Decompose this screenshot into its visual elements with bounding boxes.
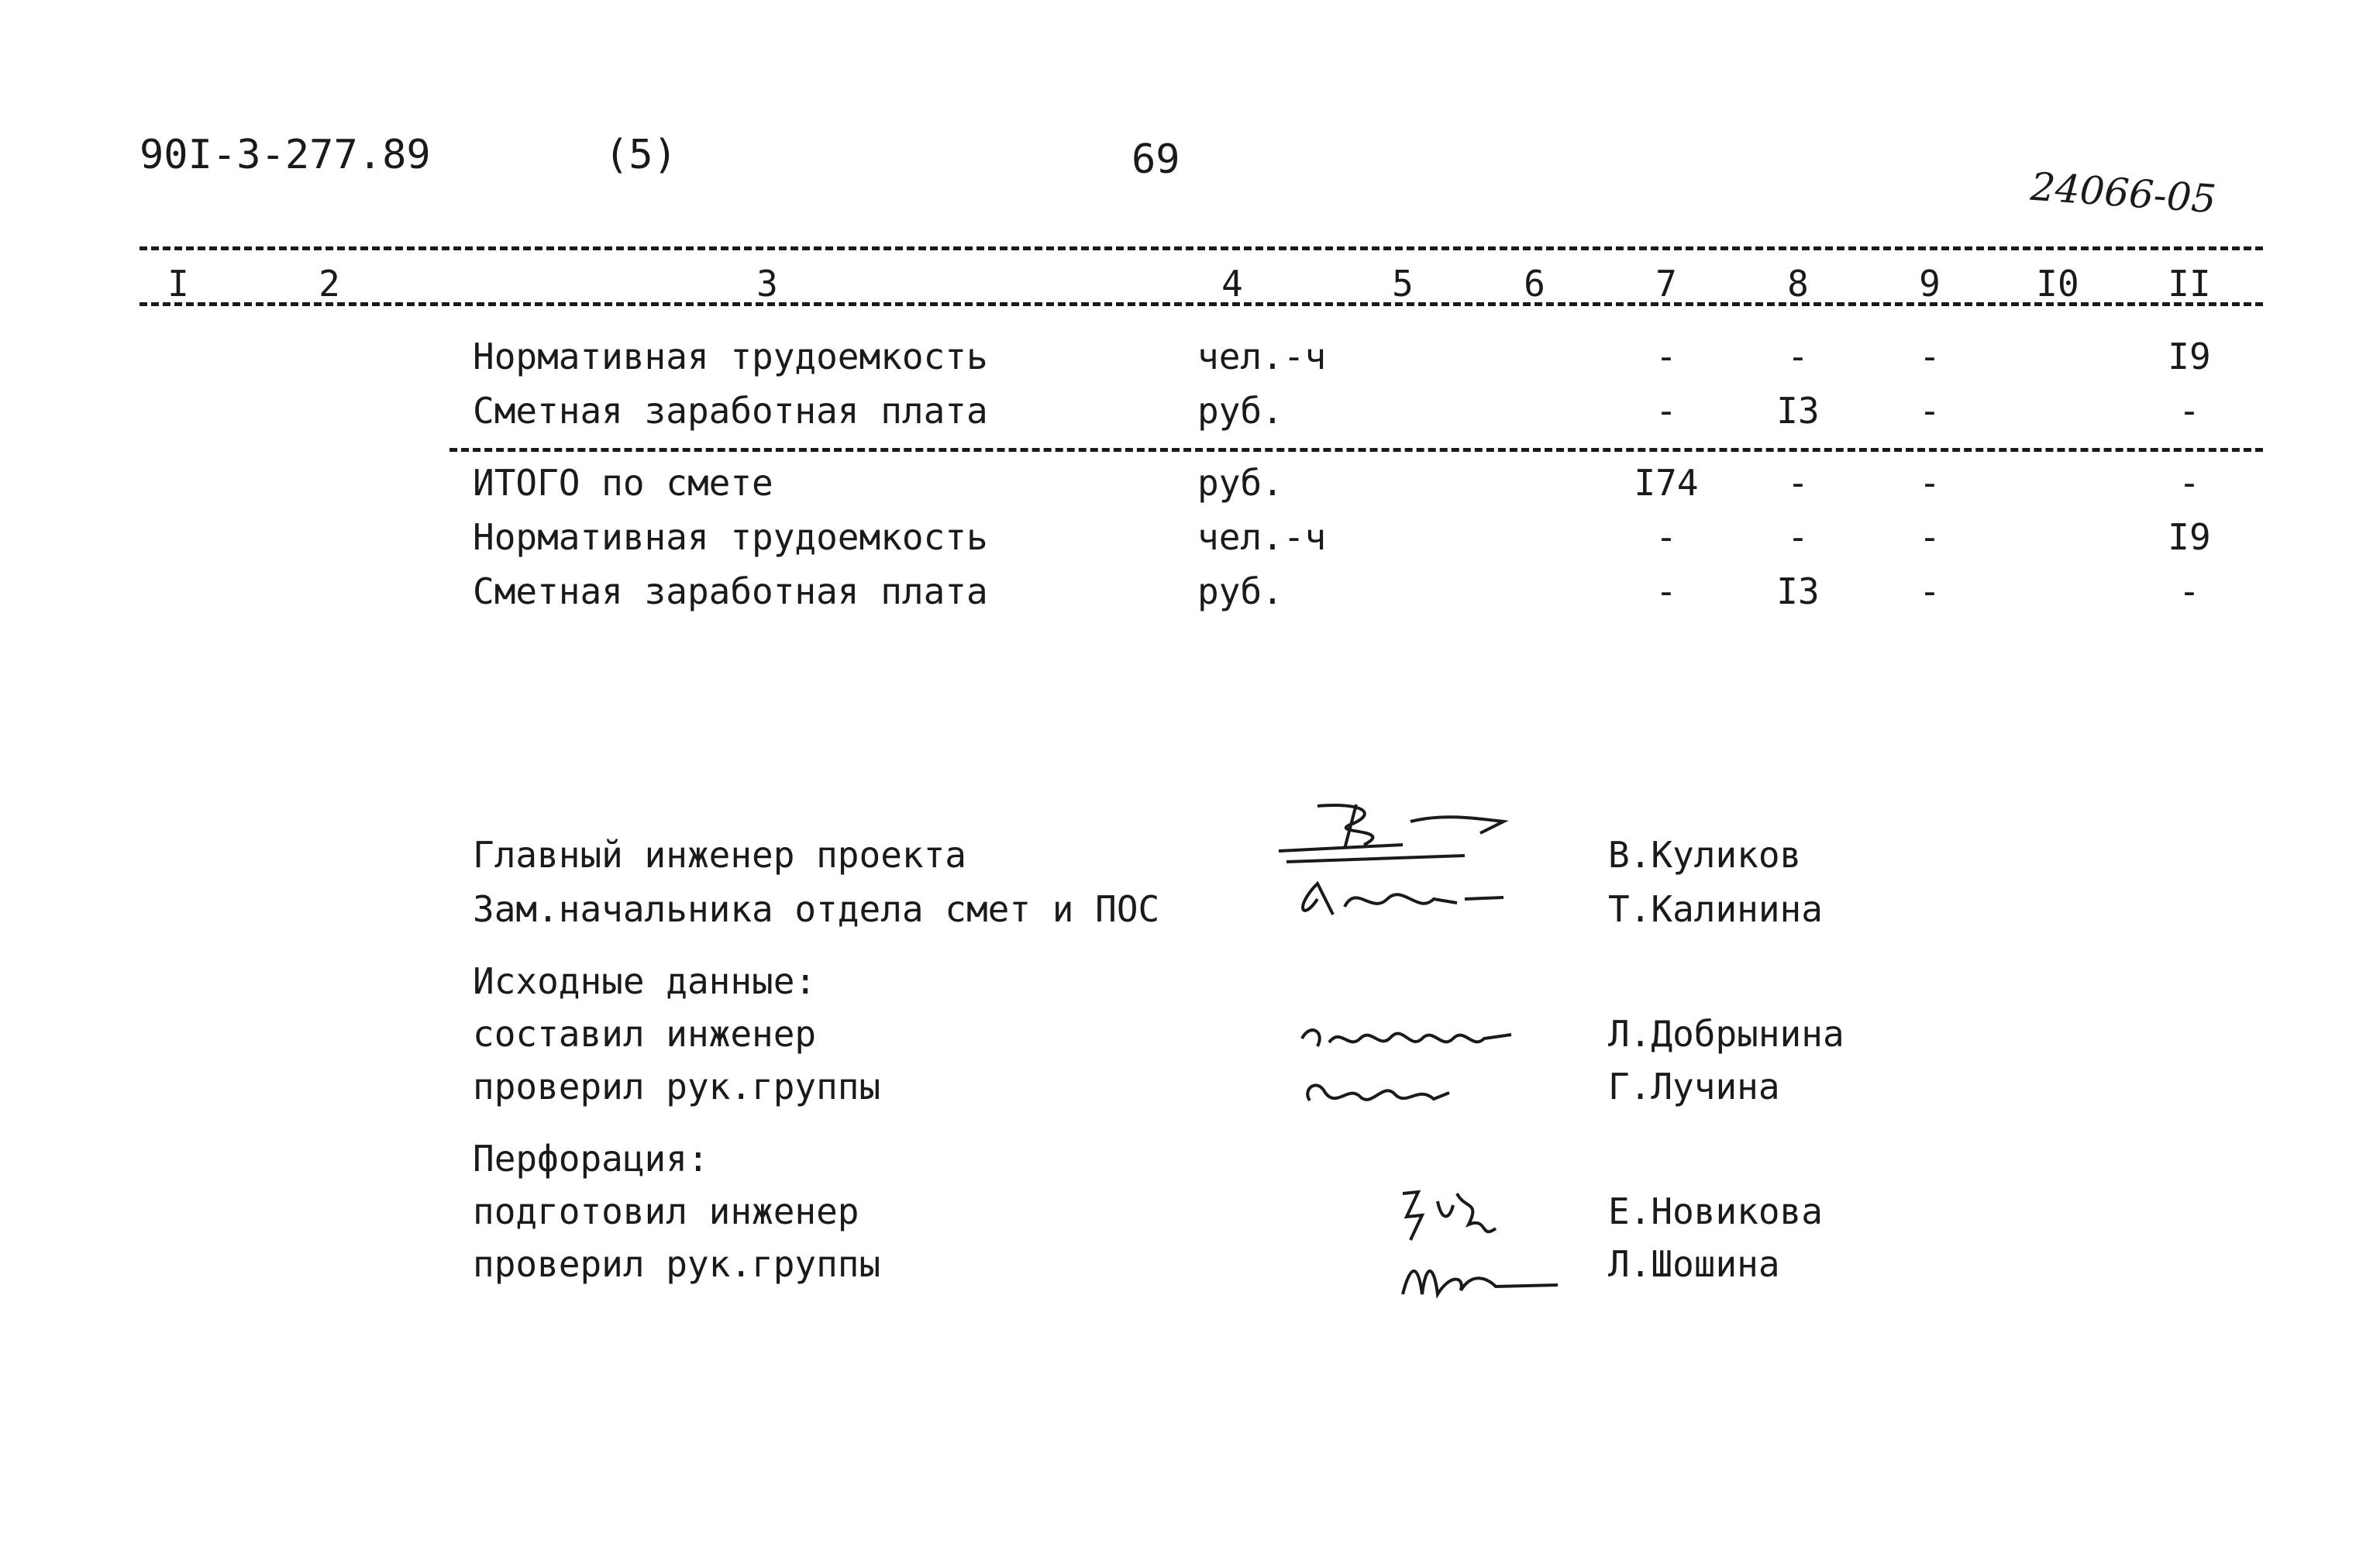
source-checked-role: проверил рук.группы <box>473 1066 881 1107</box>
table-top-rule <box>139 246 2263 250</box>
row-col9: - <box>1919 570 1941 612</box>
perf-prepared-role: подготовил инженер <box>473 1190 859 1232</box>
perf-checked-name: Л.Шошина <box>1608 1243 1780 1285</box>
row-unit: руб. <box>1197 570 1283 612</box>
row-col9: - <box>1919 390 1941 432</box>
source-checked-name: Г.Лучина <box>1608 1066 1780 1107</box>
column-header-10: I0 <box>2036 263 2079 305</box>
column-header-7: 7 <box>1655 263 1677 305</box>
deputy-name: Т.Калинина <box>1608 888 1823 930</box>
inventory-number: 24066-05 <box>2029 164 2218 222</box>
row-col7: - <box>1655 390 1677 432</box>
document-code: 90I-3-277.89 <box>139 132 431 178</box>
column-header-2: 2 <box>319 263 340 305</box>
row-col11: - <box>2179 462 2200 504</box>
total-separator-rule <box>449 448 2263 452</box>
column-header-3: 3 <box>756 263 778 305</box>
signature-dobrynina <box>1294 1008 1558 1124</box>
row-col11: - <box>2179 570 2200 612</box>
perforation-heading: Перфорация: <box>473 1138 709 1180</box>
row-name: Нормативная трудоемкость <box>473 336 988 377</box>
signature-novikova <box>1379 1178 1581 1318</box>
column-header-11: II <box>2168 263 2211 305</box>
row-col8: - <box>1787 462 1809 504</box>
chief-engineer-name: В.Куликов <box>1608 834 1802 876</box>
perf-prepared-name: Е.Новикова <box>1608 1190 1823 1232</box>
row-col8: I3 <box>1776 390 1820 432</box>
row-unit: руб. <box>1197 462 1283 504</box>
source-compiled-name: Л.Добрынина <box>1608 1013 1844 1055</box>
row-col8: I3 <box>1776 570 1820 612</box>
row-col11: I9 <box>2168 336 2211 377</box>
source-compiled-role: составил инженер <box>473 1013 817 1055</box>
column-header-6: 6 <box>1524 263 1545 305</box>
signature-kulikov <box>1271 791 1534 930</box>
row-col9: - <box>1919 462 1941 504</box>
page-number: 69 <box>1131 136 1180 183</box>
row-name: Сметная заработная плата <box>473 570 988 612</box>
row-unit: руб. <box>1197 390 1283 432</box>
row-unit: чел.-ч <box>1197 516 1327 558</box>
row-col7: I74 <box>1634 462 1699 504</box>
row-col7: - <box>1655 336 1677 377</box>
row-unit: чел.-ч <box>1197 336 1327 377</box>
section-number: (5) <box>604 132 677 178</box>
source-data-heading: Исходные данные: <box>473 960 817 1002</box>
row-name: Нормативная трудоемкость <box>473 516 988 558</box>
column-header-4: 4 <box>1221 263 1243 305</box>
row-col11: - <box>2179 390 2200 432</box>
chief-engineer-role: Главный инженер проекта <box>473 834 966 876</box>
column-header-9: 9 <box>1919 263 1941 305</box>
row-col11: I9 <box>2168 516 2211 558</box>
column-header-1: I <box>167 263 189 305</box>
deputy-role: Зам.начальника отдела смет и ПОС <box>473 888 1160 930</box>
column-header-5: 5 <box>1392 263 1414 305</box>
row-col8: - <box>1787 336 1809 377</box>
row-col9: - <box>1919 516 1941 558</box>
row-col9: - <box>1919 336 1941 377</box>
row-col8: - <box>1787 516 1809 558</box>
perf-checked-role: проверил рук.группы <box>473 1243 881 1285</box>
column-header-8: 8 <box>1787 263 1809 305</box>
row-col7: - <box>1655 516 1677 558</box>
row-name: Сметная заработная плата <box>473 390 988 432</box>
row-name: ИТОГО по смете <box>473 462 773 504</box>
row-col7: - <box>1655 570 1677 612</box>
